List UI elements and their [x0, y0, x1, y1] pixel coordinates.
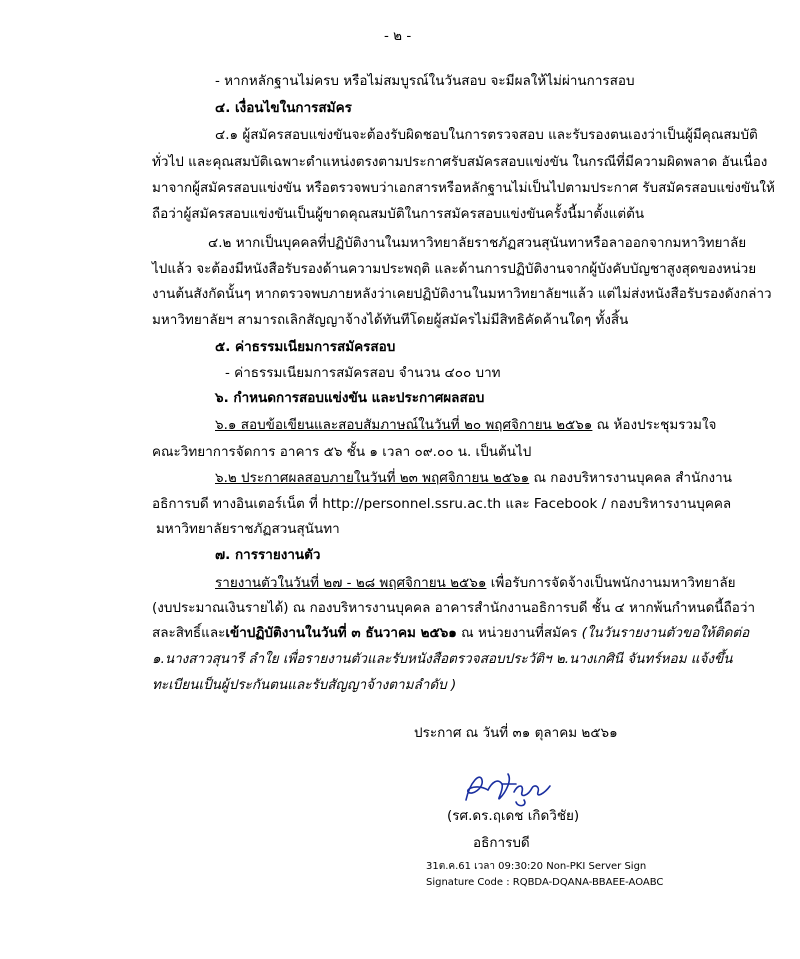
announcement-date: ประกาศ ณ วันที่ ๓๑ ตุลาคม ๒๕๖๑ — [414, 725, 618, 741]
page-number: - ๒ - — [384, 28, 412, 44]
para-6-2-line: มหาวิทยาลัยราชภัฏสวนสุนันทา — [156, 521, 340, 537]
para-4-1-line: มาจากผู้สมัครสอบแข่งขัน หรือตรวจพบว่าเอกสารหรือหลักฐานไม่เป็นไปตามประกาศ รับสมัครสอบแข่งขันให้ — [152, 180, 775, 196]
para-4-1-line: ถือว่าผู้สมัครสอบแข่งขันเป็นผู้ขาดคุณสมบัติในการสมัครสอบแข่งขันครั้งนี้มาตั้งแต่ต้น — [152, 206, 645, 222]
para-6-2-line: อธิการบดี ทางอินเตอร์เน็ต ที่ http://personnel.ssru.ac.th และ Facebook / กองบริหารงานบุคคล — [152, 496, 732, 512]
para-6-1-line: คณะวิทยาการจัดการ อาคาร ๕๖ ชั้น ๑ เวลา ๐๙.๐๐ น. เป็นต้นไป — [152, 444, 532, 460]
para-4-2-line: ไปแล้ว จะต้องมีหนังสือรับรองด้านความประพฤติ และด้านการปฏิบัติงานจากผู้บังคับบัญชาสูงสุดของหน่วย — [152, 261, 757, 277]
fee-line: - ค่าธรรมเนียมการสมัครสอบ จำนวน ๔๐๐ บาท — [225, 365, 501, 381]
heading-7: ๗. การรายงานตัว — [215, 547, 321, 563]
para-7-line: รายงานตัวในวันที่ ๒๗ - ๒๘ พฤศจิกายน ๒๕๖๑ เพื่อรับการจัดจ้างเป็นพนักงานมหาวิทยาลัย — [215, 575, 736, 591]
para-6-2-line: ๖.๒ ประกาศผลสอบภายในวันที่ ๒๓ พฤศจิกายน ๒๕๖๑ ณ กองบริหารงานบุคคล สำนักงาน — [215, 470, 732, 486]
report-date: รายงานตัวในวันที่ ๒๗ - ๒๘ พฤศจิกายน ๒๕๖๑ — [215, 575, 487, 591]
heading-5: ๕. ค่าธรรมเนียมการสมัครสอบ — [215, 339, 396, 355]
evidence-note: - หากหลักฐานไม่ครบ หรือไม่สมบูรณ์ในวันสอบ จะมีผลให้ไม่ผ่านการสอบ — [215, 73, 635, 89]
exam-date: ๖.๑ สอบข้อเขียนและสอบสัมภาษณ์ในวันที่ ๒๐ พฤศจิกายน ๒๕๖๑ — [215, 417, 593, 433]
para-7-line: (งบประมาณเงินรายได้) ณ กองบริหารงานบุคคล อาคารสำนักงานอธิการบดี ชั้น ๔ หากพ้นกำหนดนี้ถือว่า — [152, 600, 756, 616]
para-4-1-line: ทั่วไป และคุณสมบัติเฉพาะตำแหน่งตรงตามประกาศรับสมัครสอบแข่งขัน ในกรณีที่มีความผิดพลาด อันเนื่อง — [152, 154, 768, 170]
signer-name: (รศ.ดร.ฤเดช เกิดวิชัย) — [447, 808, 580, 824]
para-4-1-line: ๔.๑ ผู้สมัครสอบแข่งขันจะต้องรับผิดชอบในการตรวจสอบ และรับรองตนเองว่าเป็นผู้มีคุณสมบัติ — [215, 127, 758, 143]
start-work-date: เข้าปฏิบัติงานในวันที่ ๓ ธันวาคม ๒๕๖๑ — [225, 625, 457, 641]
para-7-line: ทะเบียนเป็นผู้ประกันตนและรับสัญญาจ้างตามลำดับ ) — [152, 677, 457, 693]
para-7-line: ๑.นางสาวสุนารี ลำใย เพื่อรายงานตัวและรับหนังสือตรวจสอบประวัติฯ ๒.นางเกศินี จันทร์หอม แจ้งขึ้น — [152, 651, 733, 667]
signature-image — [458, 762, 558, 812]
digital-sign-stamp: 31ต.ค.61 เวลา 09:30:20 Non-PKI Server Sign — [426, 861, 647, 872]
para-6-1-line: ๖.๑ สอบข้อเขียนและสอบสัมภาษณ์ในวันที่ ๒๐ พฤศจิกายน ๒๕๖๑ ณ ห้องประชุมรวมใจ — [215, 417, 717, 433]
heading-4: ๔. เงื่อนไขในการสมัคร — [215, 100, 352, 116]
para-4-2-line: ๔.๒ หากเป็นบุคคลที่ปฏิบัติงานในมหาวิทยาลัยราชภัฏสวนสุนันทาหรือลาออกจากมหาวิทยาลัย — [208, 235, 747, 251]
result-date: ๖.๒ ประกาศผลสอบภายในวันที่ ๒๓ พฤศจิกายน ๒๕๖๑ — [215, 470, 530, 486]
signature-code: Signature Code : RQBDA-DQANA-BBAEE-AOABC — [426, 877, 664, 888]
para-4-2-line: งานต้นสังกัดนั้นๆ หากตรวจพบภายหลังว่าเคยปฏิบัติงานในมหาวิทยาลัยฯแล้ว แต่ไม่ส่งหนังสือรับรองดังกล่าว — [152, 286, 772, 302]
heading-6: ๖. กำหนดการสอบแข่งขัน และประกาศผลสอบ — [215, 390, 485, 406]
para-7-line: สละสิทธิ์และเข้าปฏิบัติงานในวันที่ ๓ ธันวาคม ๒๕๖๑ ณ หน่วยงานที่สมัคร (ในวันรายงานตัวขอให้ติดต่อ — [152, 625, 750, 641]
signer-title: อธิการบดี — [473, 835, 530, 851]
para-4-2-line: มหาวิทยาลัยฯ สามารถเลิกสัญญาจ้างได้ทันทีโดยผู้สมัครไม่มีสิทธิคัดค้านใดๆ ทั้งสิ้น — [152, 312, 629, 328]
